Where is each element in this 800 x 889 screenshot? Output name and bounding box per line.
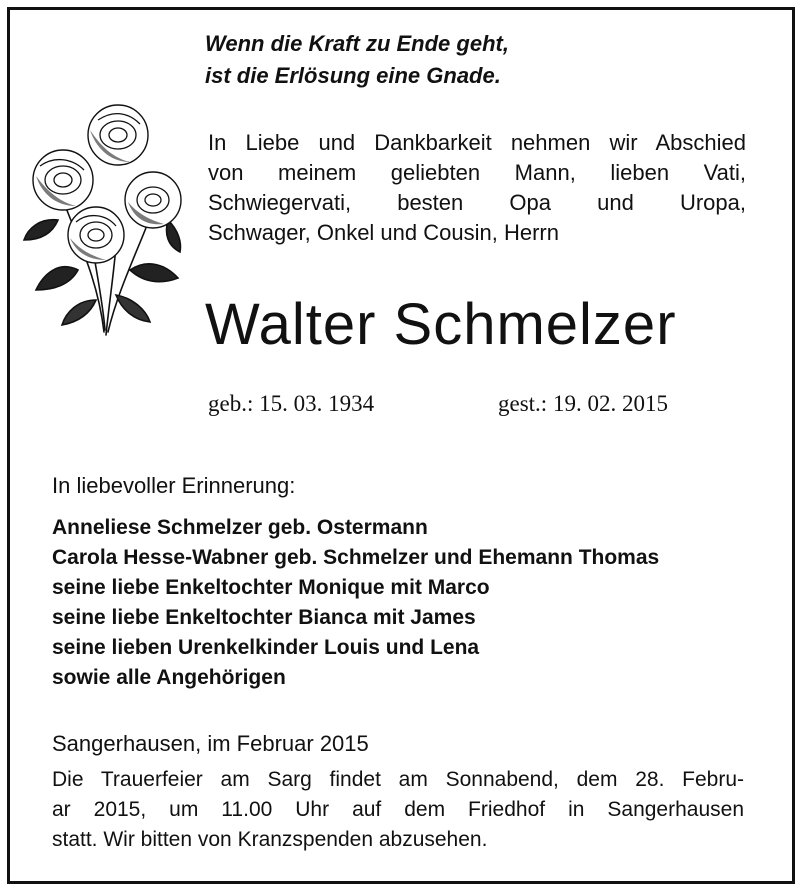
deceased-name: Walter Schmelzer (205, 292, 677, 357)
motto-line: Wenn die Kraft zu Ende geht, (205, 31, 509, 56)
service-line: statt. Wir bitten von Kranzspenden abzusehen. (52, 828, 488, 851)
birth-date: geb.: 15. 03. 1934 (208, 391, 375, 416)
intro-line: Schwiegervati, besten Opa und Uropa, (208, 190, 746, 215)
mourner-line: Carola Hesse-Wabner geb. Schmelzer und Ehemann Thomas (52, 546, 660, 569)
intro-line: von meinem geliebten Mann, lieben Vati, (208, 160, 746, 185)
mourner-line: seine lieben Urenkelkinder Louis und Lena (52, 636, 480, 659)
mourner-line: Anneliese Schmelzer geb. Ostermann (52, 516, 428, 539)
service-line: ar 2015, um 11.00 Uhr auf dem Friedhof in Sangerhausen (52, 798, 744, 821)
motto (205, 28, 509, 92)
service-info (52, 765, 744, 855)
intro-text (208, 128, 746, 248)
roses-bouquet-icon (18, 100, 183, 340)
mourner-line: seine liebe Enkeltochter Monique mit Marco (52, 576, 490, 599)
motto-line: ist die Erlösung eine Gnade. (205, 63, 501, 88)
intro-line: Schwager, Onkel und Cousin, Herrn (208, 220, 559, 245)
intro-line: In Liebe und Dankbarkeit nehmen wir Abschied (208, 130, 746, 155)
death-date: gest.: 19. 02. 2015 (498, 391, 668, 416)
mourner-line: sowie alle Angehörigen (52, 666, 286, 689)
place-date: Sangerhausen, im Februar 2015 (52, 731, 369, 756)
service-line: Die Trauerfeier am Sarg findet am Sonnabend, dem 28. Febru- (52, 768, 744, 791)
mourners-list (52, 513, 659, 693)
mourner-line: seine liebe Enkeltochter Bianca mit James (52, 606, 476, 629)
memory-heading: In liebevoller Erinnerung: (52, 473, 296, 498)
